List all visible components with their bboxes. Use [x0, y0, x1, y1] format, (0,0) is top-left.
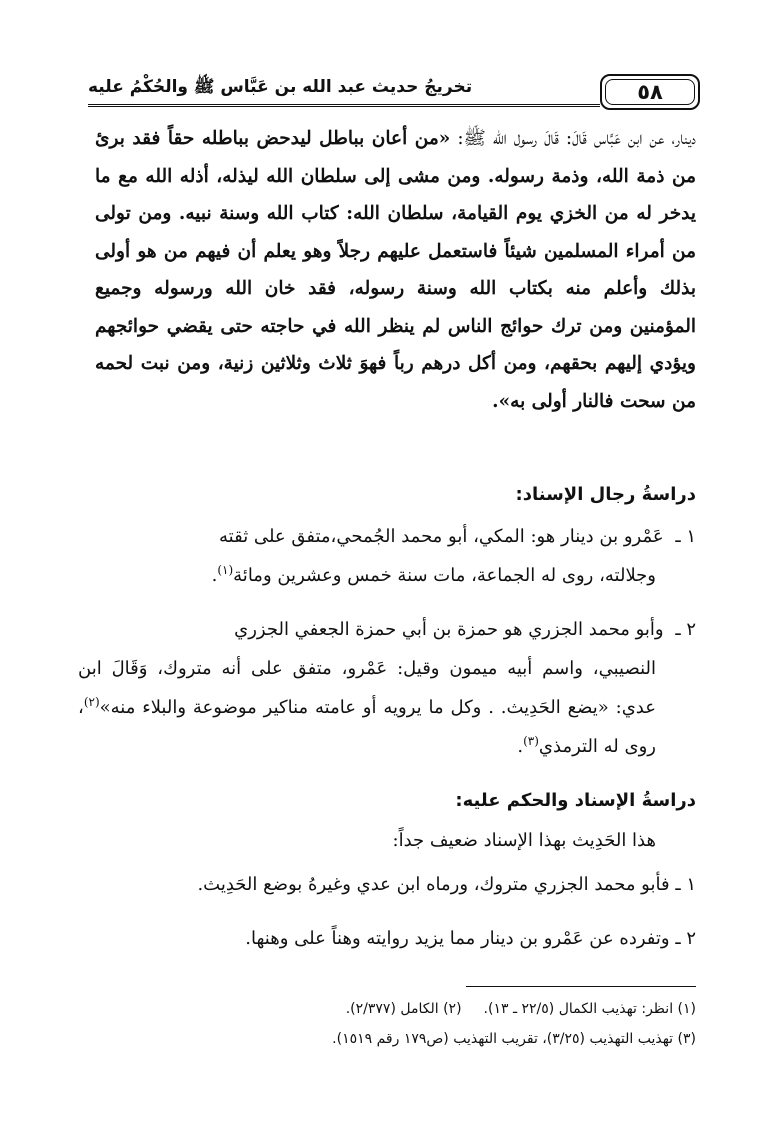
item-text: وتفرده عن عَمْرو بن دينار مما يزيد روايته وهناً على وهنها.: [245, 928, 670, 949]
item-number: ١ ـ: [675, 526, 696, 547]
section-heading-ruling: دراسةُ الإسناد والحكم عليه:: [455, 790, 696, 811]
hadith-matn: «من أعان بباطل ليدحض بباطله حقاً فقد برئ من ذمة الله، وذمة رسوله. ومن مشى إلى سلطان الله ليذله، أذله الله مع ما يدخر له من الخزي يوم القيامة، سلطان الله: كتاب الله وسنة نبيه. ومن تولى من أمراء المسلمين شيئاً فاستعمل عليهم رجلاً وهو يعلم أن فيهم من هو أولى بذلك وأعلم منه بكتاب الله وسنة رسوله، فقد خان الله ورسوله وجميع المؤمنين ومن ترك حوائج الناس لم ينظر الله في حاجته حتى يقضي حوائجهم ويؤدي إليهم بحقهم، ومن أكل درهم رباً فهوَ ثلاث وثلاثين زنية، ومن نبت لحمه من سحت فالنار أولى به».: [95, 128, 696, 412]
hadith-text: [95, 120, 696, 420]
footnote-ref: (٣): [523, 734, 539, 748]
item-number: ١ ـ: [675, 874, 696, 895]
footnote-2: (٢) الكامل (٢/٣٧٧).: [345, 1001, 462, 1017]
footnote-divider: [466, 986, 696, 987]
item-text: عَمْرو بن دينار هو: المكي، أبو محمد الجُمحي،متفق على ثقته: [219, 526, 664, 547]
footnote-ref: (٢): [83, 695, 100, 709]
footnote-line: [95, 994, 696, 1024]
item-number: ٢ ـ: [675, 619, 696, 640]
footnote-ref: (١): [217, 563, 234, 577]
item-text-continued: ، روى له الترمذي: [78, 697, 656, 757]
narrator-item: [78, 610, 696, 766]
narrator-item: [78, 517, 696, 595]
footnote-3: (٣) تهذيب التهذيب (٣/٢٥)، تقريب التهذيب (ص١٧٩ رقم ١٥١٩).: [332, 1031, 696, 1047]
running-title: تخريجُ حديث عبد الله بن عَبَّاس ﷺ والحُكْمُ عليه: [88, 77, 473, 97]
page-number-frame: [600, 74, 700, 110]
hadith-chain-end: دينار، عن ابن عَبَّاس قَالَ: قَالَ رسول الله ﷺ:: [450, 128, 696, 149]
item-text-continued: النصيبي، واسم أبيه ميمون وقيل: عَمْرو، متفق على أنه متروك، وَقَالَ ابن عدي: «يضع الحَدِيث. . وكل ما يرويه أو عامته مناكير موضوعة والبلاء منه»: [78, 658, 656, 718]
footnote-line: [95, 1024, 696, 1054]
item-end: .: [517, 736, 524, 757]
section-heading-narrators: دراسةُ رجال الإسناد:: [515, 484, 696, 505]
ruling-point: [95, 928, 696, 949]
item-number: ٢ ـ: [675, 928, 696, 949]
page-number: ٥٨: [637, 80, 663, 104]
item-end: .: [211, 565, 218, 586]
ruling-intro: هذا الحَدِيث بهذا الإسناد ضعيف جداً:: [392, 830, 656, 851]
footnotes: [95, 994, 696, 1054]
item-text: وأبو محمد الجزري هو حمزة بن أبي حمزة الجعفي الجزري: [234, 619, 664, 640]
page-header: [88, 70, 700, 114]
item-text-continued: وجلالته، روى له الجماعة، مات سنة خمس وعشرين ومائة: [233, 565, 656, 586]
footnote-1: (١) انظر: تهذيب الكمال (٢٢/٥ ـ ١٣).: [483, 1001, 696, 1017]
ruling-point: [95, 874, 696, 895]
item-text: فأبو محمد الجزري متروك، ورماه ابن عدي وغيرهُ بوضع الحَدِيث.: [197, 874, 670, 895]
header-divider: [88, 104, 600, 107]
